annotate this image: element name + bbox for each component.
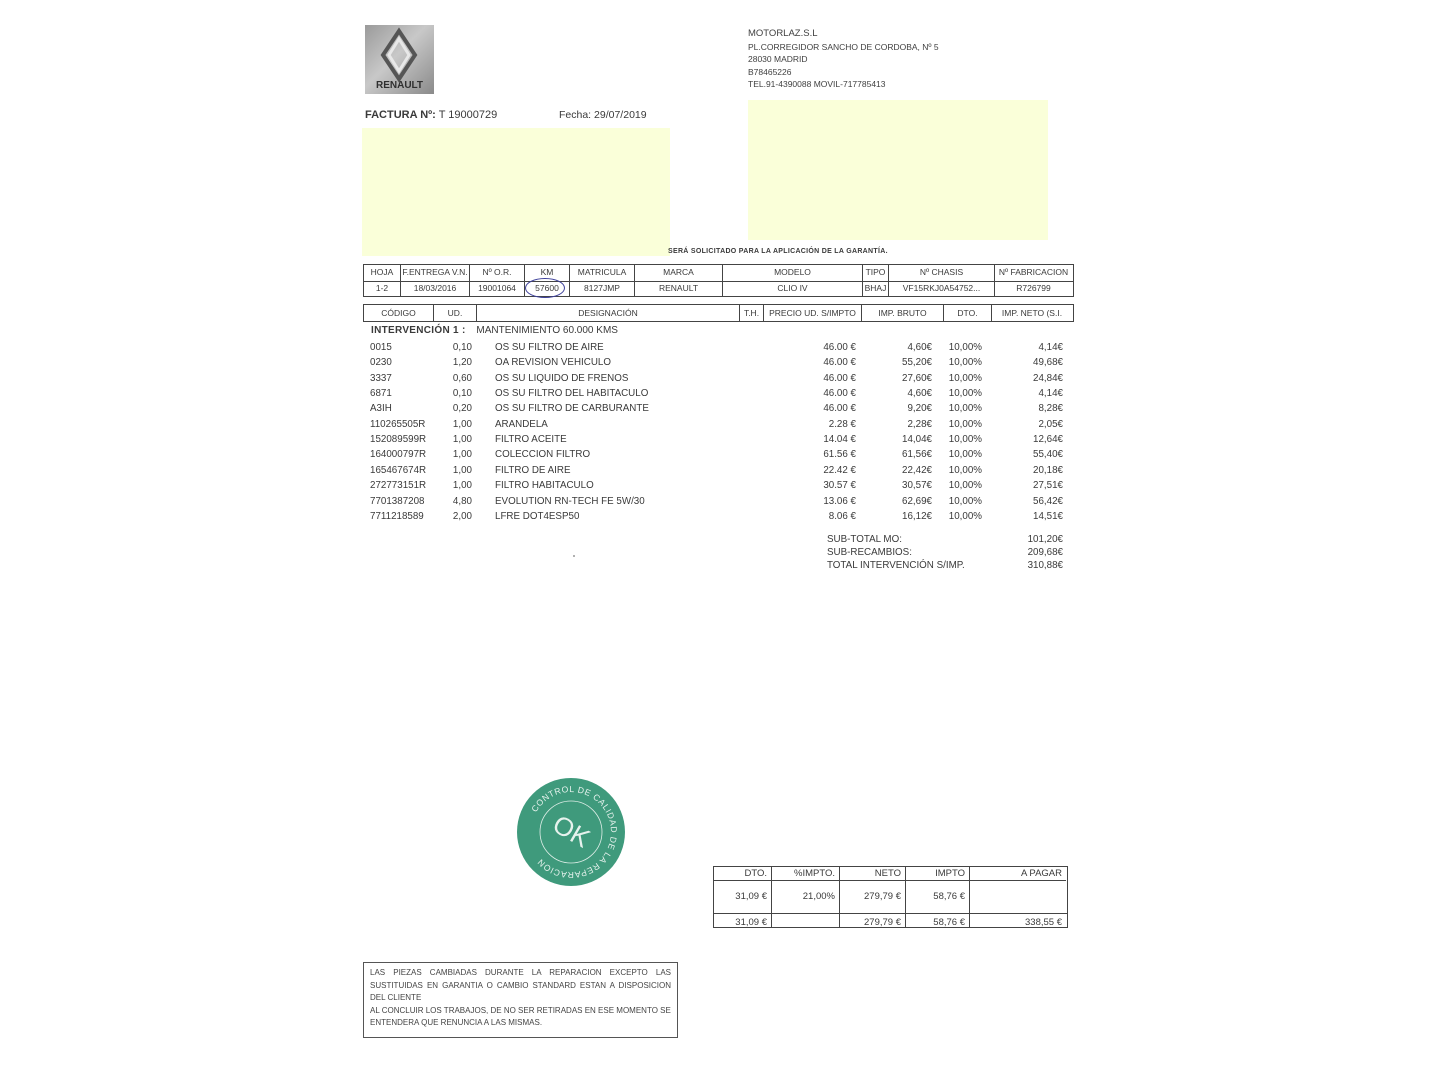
summary-col-impto bbox=[906, 867, 970, 927]
summary-col-dto bbox=[714, 867, 772, 927]
item-discount: 10,00% bbox=[948, 434, 982, 445]
item-description: ARANDELA bbox=[495, 419, 548, 430]
vehicle-value-cell: VF15RKJ0A54752... bbox=[889, 281, 995, 296]
summary-total-due: 338,55 € bbox=[1025, 917, 1062, 928]
date-value: 29/07/2019 bbox=[594, 109, 647, 121]
summary-col-a-pagar bbox=[970, 867, 1066, 927]
item-units: 1,00 bbox=[452, 434, 472, 445]
item-net: 8,28€ bbox=[1038, 403, 1063, 414]
company-phone: TEL.91-4390088 MOVIL-717785413 bbox=[748, 79, 886, 89]
items-header-cell: DTO. bbox=[944, 305, 992, 321]
item-net: 49,68€ bbox=[1033, 357, 1063, 368]
redacted-address-block bbox=[748, 100, 1048, 240]
vehicle-table-values bbox=[364, 281, 1073, 296]
total-intervention-label: TOTAL INTERVENCIÓN S/IMP. bbox=[827, 560, 965, 571]
item-units: 4,80 bbox=[452, 496, 472, 507]
vehicle-table-header bbox=[364, 265, 1073, 282]
vehicle-header-cell: HOJA bbox=[364, 265, 401, 281]
item-discount: 10,00% bbox=[948, 449, 982, 460]
item-net: 4,14€ bbox=[1038, 342, 1063, 353]
item-unit-price: 46.00 € bbox=[823, 373, 856, 384]
vehicle-header-cell: MODELO bbox=[723, 265, 863, 281]
item-discount: 10,00% bbox=[948, 480, 982, 491]
item-gross: 61,56€ bbox=[902, 449, 932, 460]
items-header-cell: UD. bbox=[434, 305, 477, 321]
vehicle-value-cell: 18/03/2016 bbox=[401, 281, 470, 296]
stamp-seal-icon bbox=[516, 777, 626, 887]
item-net: 4,14€ bbox=[1038, 388, 1063, 399]
item-code: A3IH bbox=[370, 403, 392, 414]
item-discount: 10,00% bbox=[948, 342, 982, 353]
item-gross: 16,12€ bbox=[902, 511, 932, 522]
items-header-cell: T.H. bbox=[740, 305, 764, 321]
item-description: EVOLUTION RN-TECH FE 5W/30 bbox=[495, 496, 645, 507]
item-gross: 27,60€ bbox=[902, 373, 932, 384]
item-description: FILTRO ACEITE bbox=[495, 434, 567, 445]
item-code: 7701387208 bbox=[370, 496, 425, 507]
parts-notice bbox=[363, 962, 678, 1038]
intervention-title bbox=[371, 325, 618, 336]
items-header-cell: IMP. BRUTO bbox=[862, 305, 944, 321]
item-net: 2,05€ bbox=[1038, 419, 1063, 430]
summary-header-cell: NETO bbox=[840, 867, 905, 881]
quality-control-stamp bbox=[516, 777, 626, 887]
summary-header-cell: A PAGAR bbox=[970, 867, 1066, 881]
item-unit-price: 46.00 € bbox=[823, 388, 856, 399]
items-header-cell: IMP. NETO (S.I. bbox=[1001, 308, 1063, 318]
vehicle-header-cell: Nº CHASIS bbox=[889, 265, 995, 281]
item-units: 1,00 bbox=[452, 465, 472, 476]
summary-col-impto-pct bbox=[772, 867, 840, 927]
company-info bbox=[748, 28, 939, 91]
item-units: 0,20 bbox=[452, 403, 472, 414]
scan-speck bbox=[573, 555, 575, 557]
subrecambios-label: SUB-RECAMBIOS: bbox=[827, 547, 912, 558]
item-gross: 9,20€ bbox=[907, 403, 932, 414]
item-unit-price: 46.00 € bbox=[823, 357, 856, 368]
item-discount: 10,00% bbox=[948, 403, 982, 414]
item-net: 12,64€ bbox=[1033, 434, 1063, 445]
items-header-cell: PRECIO UD. S/IMPTO bbox=[764, 305, 862, 321]
item-units: 2,00 bbox=[452, 511, 472, 522]
items-header-cell: DESIGNACIÓN bbox=[477, 305, 740, 321]
summary-header-cell: %IMPTO. bbox=[772, 867, 839, 881]
item-units: 1,00 bbox=[452, 449, 472, 460]
item-discount: 10,00% bbox=[948, 465, 982, 476]
vehicle-value-cell: R726799 bbox=[1016, 283, 1051, 293]
item-description: OS SU FILTRO DE CARBURANTE bbox=[495, 403, 649, 414]
logo-text: RENAULT bbox=[375, 80, 424, 91]
item-discount: 10,00% bbox=[948, 373, 982, 384]
company-address: PL.CORREGIDOR SANCHO DE CORDOBA, Nº 5 bbox=[748, 41, 939, 52]
stamp-ring-text: CONTROL DE CALIDAD DE LA REPARACION bbox=[529, 783, 620, 881]
summary-cell: 21,00% bbox=[802, 891, 835, 902]
vehicle-table bbox=[363, 264, 1074, 297]
vehicle-header-cell: MATRICULA bbox=[570, 265, 635, 281]
item-code: 165467674R bbox=[370, 465, 427, 476]
company-city: 28030 MADRID bbox=[748, 54, 808, 64]
total-intervention-value: 310,88€ bbox=[1027, 560, 1063, 571]
item-unit-price: 8.06 € bbox=[828, 511, 856, 522]
item-units: 0,10 bbox=[452, 388, 472, 399]
item-unit-price: 2.28 € bbox=[828, 419, 856, 430]
vehicle-value-cell: CLIO IV bbox=[723, 281, 863, 296]
redacted-customer-block bbox=[362, 128, 670, 256]
subrecambios-value: 209,68€ bbox=[1027, 547, 1063, 558]
summary-columns bbox=[714, 867, 1067, 927]
invoice-label: FACTURA Nº: bbox=[365, 109, 436, 121]
item-gross: 4,60€ bbox=[907, 388, 932, 399]
notice-paragraph-2: AL CONCLUIR LOS TRABAJOS, DE NO SER RETIRADAS EN ESE MOMENTO SE ENTENDERA QUE RENUNCIA A LAS MISMAS. bbox=[370, 1005, 671, 1027]
item-gross: 4,60€ bbox=[907, 342, 932, 353]
items-header-cell: CÓDIGO bbox=[364, 305, 434, 321]
item-gross: 22,42€ bbox=[902, 465, 932, 476]
item-gross: 2,28€ bbox=[907, 419, 932, 430]
company-cif: B78465226 bbox=[748, 66, 792, 77]
item-description: OS SU FILTRO DEL HABITACULO bbox=[495, 388, 649, 399]
item-units: 0,10 bbox=[452, 342, 472, 353]
item-unit-price: 61.56 € bbox=[823, 449, 856, 460]
vehicle-value-cell: RENAULT bbox=[635, 281, 723, 296]
item-unit-price: 46.00 € bbox=[823, 342, 856, 353]
item-gross: 62,69€ bbox=[902, 496, 932, 507]
item-units: 1,00 bbox=[452, 419, 472, 430]
vehicle-km-cell: 57600 bbox=[525, 281, 570, 296]
totals-values bbox=[990, 533, 1063, 572]
summary-cell: 279,79 € bbox=[864, 917, 901, 928]
item-code: 164000797R bbox=[370, 449, 427, 460]
vehicle-header-cell: Nº O.R. bbox=[470, 265, 525, 281]
item-units: 0,60 bbox=[452, 373, 472, 384]
invoice-number-value: T 19000729 bbox=[438, 109, 498, 121]
item-code: 3337 bbox=[370, 373, 392, 384]
totals-labels bbox=[827, 533, 965, 572]
item-gross: 30,57€ bbox=[902, 480, 932, 491]
stamp-ok-text: OK bbox=[547, 808, 596, 854]
summary-cell: 58,76 € bbox=[933, 917, 965, 928]
summary-cell: 58,76 € bbox=[933, 891, 965, 902]
vehicle-value-cell: 1-2 bbox=[364, 281, 401, 296]
vehicle-value-cell: BHAJ bbox=[863, 281, 889, 296]
item-units: 1,00 bbox=[452, 480, 472, 491]
item-description: OA REVISION VEHICULO bbox=[495, 357, 611, 368]
item-unit-price: 22.42 € bbox=[823, 465, 856, 476]
item-code: 272773151R bbox=[370, 480, 427, 491]
item-code: 110265505R bbox=[370, 419, 426, 430]
item-code: 7711218589 bbox=[370, 511, 424, 522]
vehicle-value-cell: 8127JMP bbox=[570, 281, 635, 296]
intervention-name: MANTENIMIENTO 60.000 KMS bbox=[476, 325, 618, 336]
vehicle-header-cell: MARCA bbox=[635, 265, 723, 281]
payment-summary-table bbox=[713, 866, 1068, 928]
summary-col-neto bbox=[840, 867, 906, 927]
item-discount: 10,00% bbox=[948, 419, 982, 430]
item-unit-price: 30.57 € bbox=[823, 480, 856, 491]
item-net: 20,18€ bbox=[1033, 465, 1063, 476]
item-discount: 10,00% bbox=[948, 357, 982, 368]
subtotal-mo-value: 101,20€ bbox=[1027, 534, 1063, 545]
vehicle-value-cell: 19001064 bbox=[470, 281, 525, 296]
vehicle-header-cell: F.ENTREGA V.N. bbox=[401, 265, 470, 281]
item-description: FILTRO HABITACULO bbox=[495, 480, 594, 491]
company-name: MOTORLAZ.S.L bbox=[748, 28, 818, 39]
item-net: 14,51€ bbox=[1033, 511, 1063, 522]
item-discount: 10,00% bbox=[948, 496, 982, 507]
summary-header-cell: IMPTO bbox=[906, 867, 969, 881]
item-description: OS SU LIQUIDO DE FRENOS bbox=[495, 373, 629, 384]
item-description: FILTRO DE AIRE bbox=[495, 465, 571, 476]
item-code: 0015 bbox=[370, 342, 392, 353]
item-description: COLECCION FILTRO bbox=[495, 449, 591, 460]
warranty-note: SERÁ SOLICITADO PARA LA APLICACIÓN DE LA GARANTÍA. bbox=[668, 248, 888, 255]
invoice-number bbox=[365, 109, 497, 121]
item-net: 27,51€ bbox=[1033, 480, 1063, 491]
item-net: 55,40€ bbox=[1033, 449, 1063, 460]
summary-header-cell: DTO. bbox=[714, 867, 771, 881]
item-unit-price: 14.04 € bbox=[823, 434, 856, 445]
item-net: 24,84€ bbox=[1033, 373, 1063, 384]
item-unit-price: 46.00 € bbox=[823, 403, 856, 414]
renault-logo bbox=[365, 25, 434, 94]
item-description: OS SU FILTRO DE AIRE bbox=[495, 342, 604, 353]
summary-cell: 31,09 € bbox=[735, 917, 767, 928]
vehicle-header-cell: KM bbox=[525, 265, 570, 281]
vehicle-header-cell: Nº FABRICACION bbox=[998, 267, 1069, 277]
items-table-header bbox=[363, 304, 1074, 322]
item-code: 152089599R bbox=[370, 434, 427, 445]
item-net: 56,42€ bbox=[1033, 496, 1063, 507]
vehicle-header-cell: TIPO bbox=[863, 265, 889, 281]
km-handwritten-circle bbox=[525, 278, 565, 298]
intervention-label: INTERVENCIÓN 1 : bbox=[371, 325, 466, 336]
item-unit-price: 13.06 € bbox=[823, 496, 856, 507]
subtotal-mo-label: SUB-TOTAL MO: bbox=[827, 534, 902, 545]
item-gross: 14,04€ bbox=[902, 434, 932, 445]
item-discount: 10,00% bbox=[948, 511, 982, 522]
date-label: Fecha: bbox=[559, 109, 592, 121]
item-description: LFRE DOT4ESP50 bbox=[495, 511, 580, 522]
item-code: 0230 bbox=[370, 357, 392, 368]
item-discount: 10,00% bbox=[948, 388, 982, 399]
summary-cell: 279,79 € bbox=[864, 891, 901, 902]
invoice-date bbox=[559, 109, 647, 121]
item-units: 1,20 bbox=[452, 357, 472, 368]
notice-paragraph-1: LAS PIEZAS CAMBIADAS DURANTE LA REPARACION EXCEPTO LAS SUSTITUIDAS EN GARANTIA O CAMBIO STANDARD ESTAN A DISPOSICION DEL CLIENTE bbox=[370, 968, 671, 1002]
item-gross: 55,20€ bbox=[902, 357, 932, 368]
summary-cell: 31,09 € bbox=[735, 891, 767, 902]
item-code: 6871 bbox=[370, 388, 392, 399]
